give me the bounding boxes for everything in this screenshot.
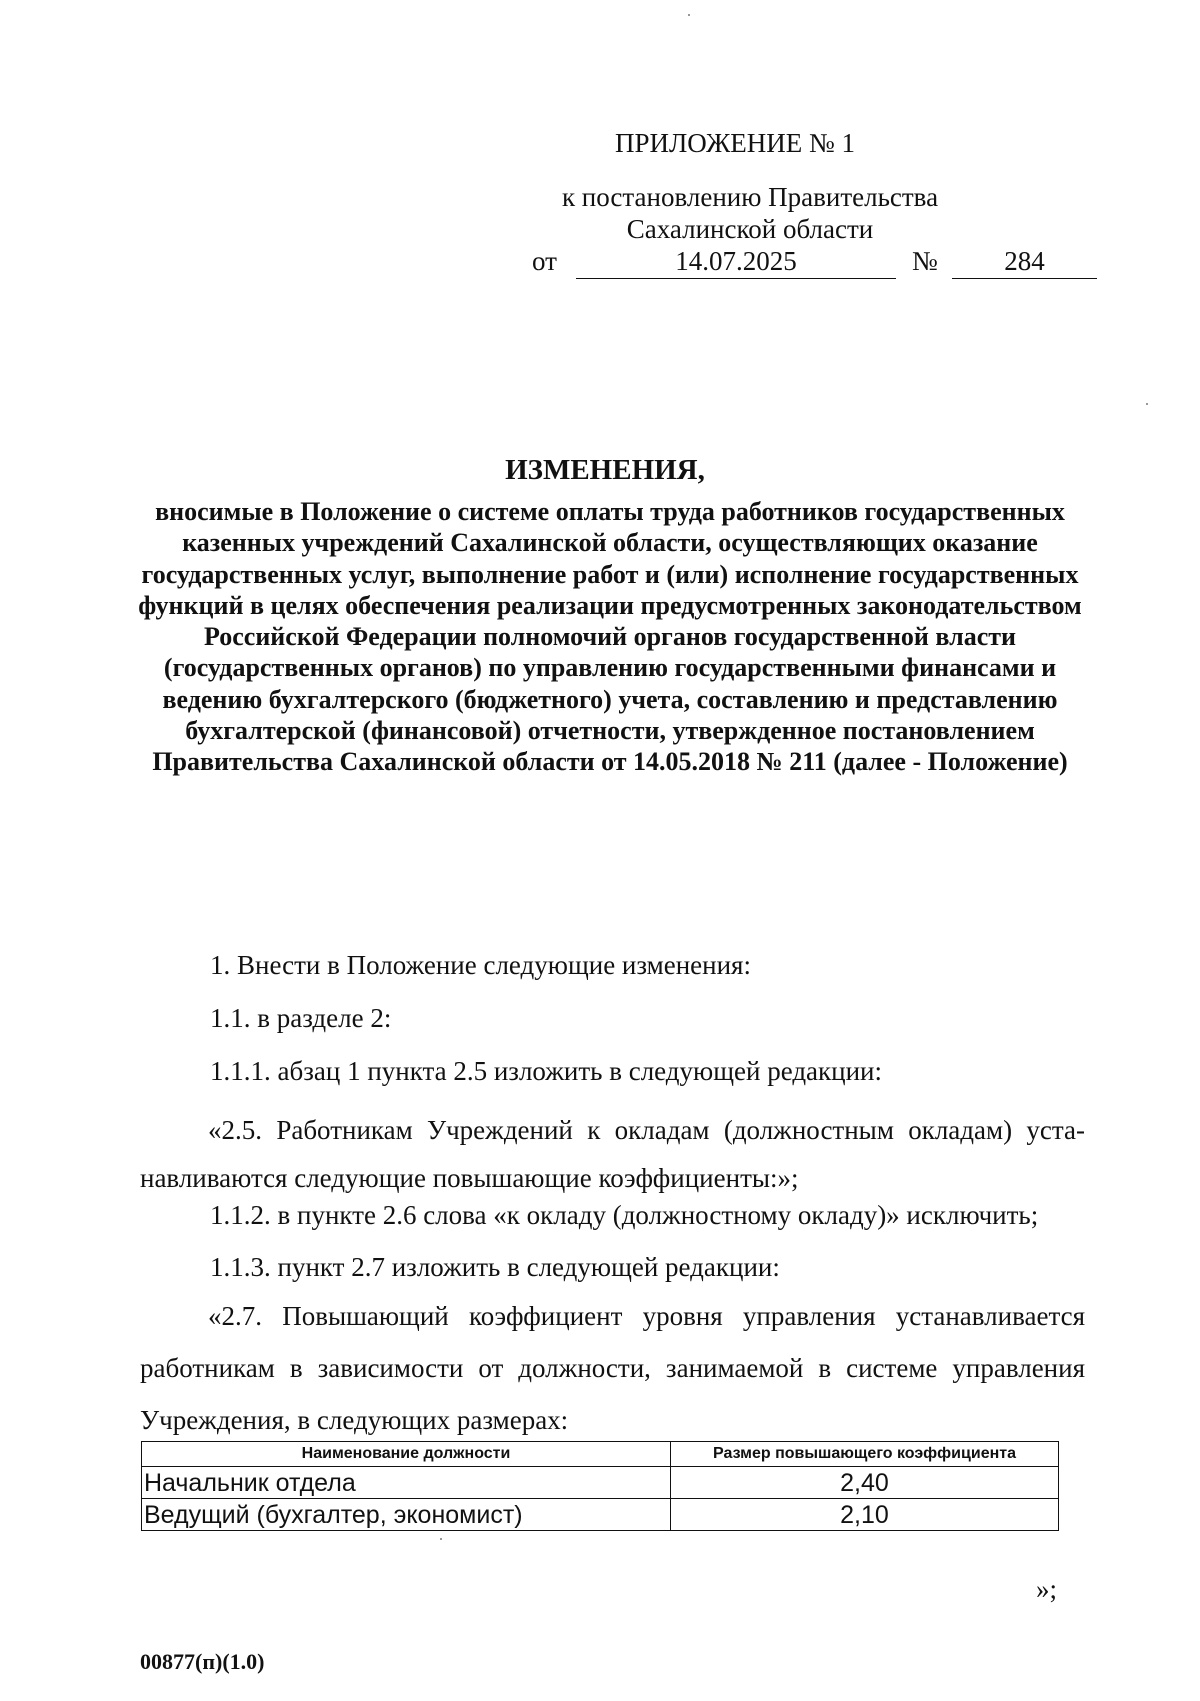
number-label: № [912, 246, 938, 276]
paragraph-2-5-text: «2.5. Работникам Учреждений к окладам (должностным окладам) устанавливаются следующие повышающие коэффициенты:»; [140, 1115, 1085, 1193]
coefficient-value: 2,40 [671, 1467, 1059, 1499]
scan-speck [688, 14, 690, 16]
appendix-title: ПРИЛОЖЕНИЕ № 1 [614, 128, 856, 158]
appendix-line-2: Сахалинской области [626, 214, 874, 244]
scan-speck [440, 1538, 442, 1540]
document-subheading: вносимые в Положение о системе оплаты труда работников государственных казенных учреждений Сахалинской области, осуществляющих оказание государственных услуг, выполнение работ и (или) исполнение государственных функций в целях обеспечения реализации предусмотренных законодательством Российской Федерации полномочий органов государственной власти (государственных органов) по управлению государственными финансами и ведению бухгалтерского (бюджетного) учета, составлению и представлению бухгалтерской (финансовой) отчетности, утвержденное постановлением Правительства Сахалинской области от 14.05.2018 № 211 (далее - Положение) [138, 497, 1082, 777]
position-name: Начальник отдела [142, 1467, 671, 1499]
coefficient-table [141, 1441, 1059, 1531]
coefficient-value: 2,10 [671, 1499, 1059, 1531]
appendix-line-1: к постановлению Правительства [561, 182, 939, 212]
closing-quote: »; [1036, 1574, 1058, 1604]
resolution-number: 284 [952, 244, 1097, 279]
column-header-position: Наименование должности [142, 1442, 671, 1467]
paragraph-1-1-2: 1.1.2. в пункте 2.6 слова «к окладу (должностному окладу)» исключить; [210, 1200, 1039, 1230]
paragraph-1-1-1: 1.1.1. абзац 1 пункта 2.5 изложить в следующей редакции: [210, 1056, 883, 1086]
position-name: Ведущий (бухгалтер, экономист) [142, 1499, 671, 1531]
document-heading: ИЗМЕНЕНИЯ, [505, 454, 705, 486]
from-label: от [532, 246, 557, 276]
paragraph-1-1-3: 1.1.3. пункт 2.7 изложить в следующей редакции: [210, 1252, 780, 1282]
table-row [142, 1467, 1059, 1499]
table-header-row [142, 1442, 1059, 1467]
paragraph-1: 1. Внести в Положение следующие изменения: [210, 950, 751, 980]
paragraph-1-1: 1.1. в разделе 2: [210, 1003, 392, 1033]
resolution-date: 14.07.2025 [576, 244, 896, 279]
document-code: 00877(п)(1.0) [140, 1649, 265, 1674]
column-header-coefficient: Размер повышающего коэффициента [671, 1442, 1059, 1467]
appendix-date-row [532, 244, 1092, 284]
table-row [142, 1499, 1059, 1531]
paragraph-2-7-text: «2.7. Повышающий коэффициент уровня управления устанавливается работникам в зависимости от должности, занимаемой в системе управления Учреждения, в следующих размерах: [140, 1301, 1085, 1435]
scan-speck [1146, 403, 1148, 405]
